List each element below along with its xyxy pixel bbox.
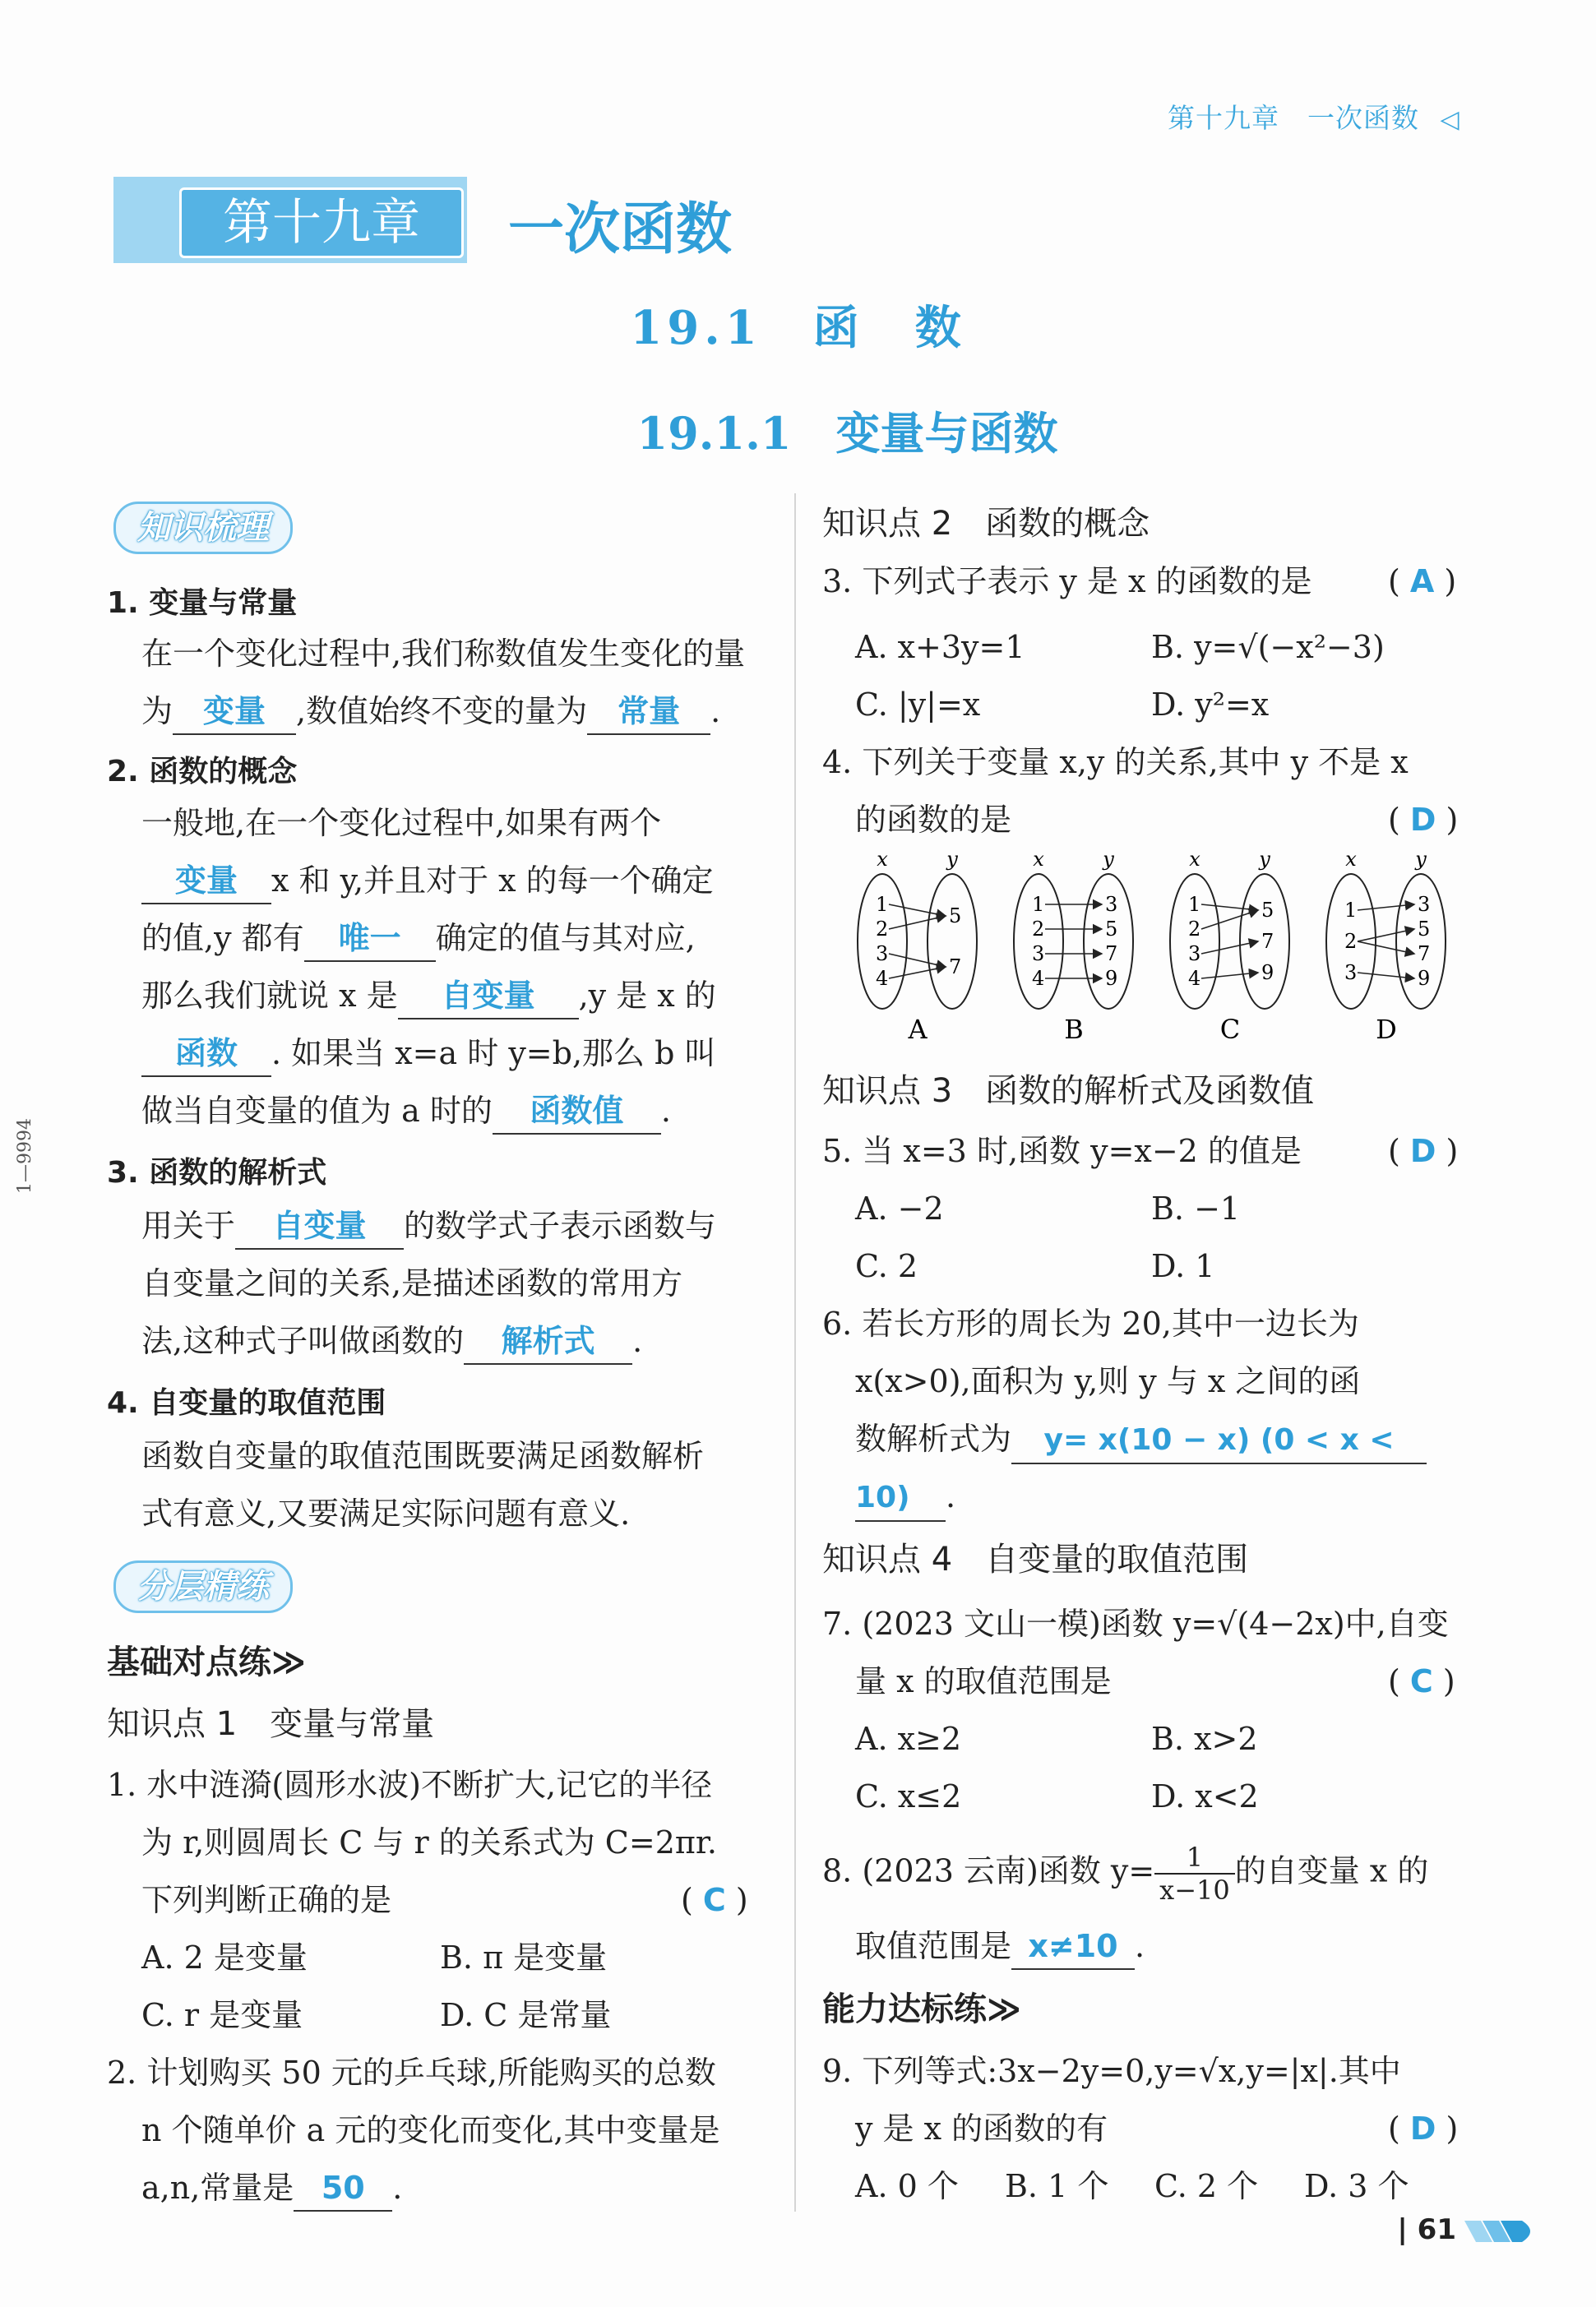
answer-blank: 自变量	[398, 973, 579, 1019]
k2-l2	[141, 852, 714, 909]
answer-blank: 自变量	[235, 1204, 404, 1250]
y-value: 5	[1105, 918, 1118, 941]
answer-blank: x≠10	[1011, 1924, 1135, 1970]
k2-l3a: 的值,y 都有	[141, 920, 304, 956]
k1-p2b: ,数值始终不变的量为	[296, 693, 588, 729]
x-value: 1	[1032, 893, 1045, 916]
q5-option-d: D. 1	[1151, 1248, 1215, 1284]
y-value: 9	[1105, 967, 1118, 990]
q8-l2a: 取值范围是	[855, 1928, 1012, 1964]
q3-option-b: B. y=√(−x²−3)	[1151, 629, 1385, 665]
q9-answer: D	[1409, 2111, 1436, 2147]
q9-l2: y 是 x 的函数的有	[855, 2111, 1108, 2147]
q9-answer-paren: ( D )	[1388, 2111, 1459, 2147]
q5-answer: D	[1409, 1133, 1436, 1169]
knowledge-point-2: 知识点 2 函数的概念	[822, 505, 1150, 543]
answer-blank: y= x(10 − x) (0 < x <	[1011, 1418, 1427, 1464]
q6-l2: x(x>0),面积为 y,则 y 与 x 之间的函	[855, 1363, 1361, 1399]
q1-option-d: D. C 是常量	[440, 1997, 612, 2033]
q3-stem: 3. 下列式子表示 y 是 x 的函数的是	[822, 563, 1312, 599]
q2-l3a: a,n,常量是	[141, 2170, 294, 2206]
x-value: 3	[1032, 942, 1045, 965]
page-number-value: 61	[1417, 2213, 1456, 2246]
x-value: 3	[1344, 961, 1358, 984]
y-set-label: y	[1415, 851, 1427, 871]
y-set-label: y	[1103, 851, 1114, 871]
tag-layered-practice	[113, 1560, 293, 1613]
x-set-label: x	[1345, 851, 1357, 871]
y-set-label: y	[946, 851, 958, 871]
mapping-diagrams	[855, 851, 1480, 1044]
answer-blank: 常量	[587, 689, 710, 735]
q6-l3-text: 数解析式为	[855, 1421, 1012, 1457]
k3-l3a: 法,这种式子叫做函数的	[141, 1323, 465, 1359]
q4-l1: 4. 下列关于变量 x,y 的关系,其中 y 不是 x	[822, 744, 1409, 780]
q4-answer-paren: ( D )	[1388, 802, 1459, 838]
y-value: 5	[949, 904, 962, 927]
q3-answer-paren: ( A )	[1388, 563, 1457, 599]
k2-l4a: 那么我们就说 x 是	[141, 978, 398, 1014]
k4-l2: 式有意义,又要满足实际问题有意义.	[141, 1496, 631, 1532]
x-value: 1	[1344, 899, 1358, 922]
x-value: 2	[1344, 930, 1358, 953]
q7-option-d: D. x<2	[1151, 1778, 1259, 1815]
y-value: 7	[1418, 942, 1431, 965]
k2-l5-text: . 如果当 x=a 时 y=b,那么 b 叫	[271, 1035, 716, 1071]
answer-blank: 唯一	[304, 916, 436, 962]
diagram-label: A	[908, 1014, 928, 1044]
x-value: 2	[1188, 918, 1201, 941]
mapping-arrow	[1358, 941, 1414, 954]
k3-l1b: 的数学式子表示函数与	[404, 1208, 717, 1244]
k3-l3b: .	[632, 1323, 643, 1359]
x-value: 2	[876, 918, 889, 941]
q1-l2: 为 r,则圆周长 C 与 r 的关系式为 C=2πr.	[141, 1824, 717, 1861]
q9-l1: 9. 下列等式:3x−2y=0,y=√x,y=|x|.其中	[822, 2053, 1401, 2089]
q1-answer: C	[702, 1882, 726, 1918]
q4-l2: 的函数的是	[855, 802, 1012, 838]
fraction	[1154, 1842, 1235, 1906]
column-divider	[794, 493, 796, 2212]
q1-option-a: A. 2 是变量	[141, 1939, 308, 1976]
q6-l4	[855, 1468, 955, 1525]
x-value: 4	[876, 967, 889, 990]
q7-answer: C	[1409, 1663, 1433, 1699]
k3-l1	[141, 1197, 716, 1255]
k3-title: 3. 函数的解析式	[107, 1156, 327, 1190]
fraction-numerator: 1	[1154, 1842, 1235, 1875]
chapter-label: 第十九章	[179, 187, 464, 258]
q9-option-b: B. 1 个	[1005, 2168, 1109, 2204]
y-value: 3	[1105, 893, 1118, 916]
answer-blank: 函数值	[493, 1089, 661, 1135]
q7-answer-paren: ( C )	[1388, 1663, 1455, 1699]
answer-blank: 解析式	[464, 1319, 632, 1365]
q7-l1: 7. (2023 文山一模)函数 y=√(4−2x)中,自变	[822, 1606, 1449, 1642]
mapping-arrow	[1201, 941, 1258, 954]
k2-l3	[141, 909, 696, 967]
y-set-ellipse	[928, 874, 977, 1009]
q8-l1	[822, 1842, 1428, 1906]
x-value: 1	[1188, 893, 1201, 916]
subsection-title: 19.1.1 变量与函数	[636, 407, 1058, 460]
q6-l3	[855, 1410, 1427, 1468]
k2-l6	[141, 1082, 671, 1140]
tag-layered-practice-label: 分层精练	[137, 1568, 269, 1606]
k1-p2c: .	[710, 693, 721, 729]
q5-answer-paren: ( D )	[1388, 1133, 1459, 1169]
x-set-label: x	[877, 851, 888, 871]
answer-blank: 变量	[141, 858, 271, 904]
k3-l2: 自变量之间的关系,是描述函数的常用方	[141, 1265, 683, 1301]
q3-option-c: C. |y|=x	[855, 687, 981, 723]
x-set-label: x	[1033, 851, 1044, 871]
k1-title: 1. 变量与常量	[107, 586, 298, 620]
y-value: 5	[1418, 918, 1431, 941]
tag-knowledge-review	[113, 502, 293, 554]
k3-l1a: 用关于	[141, 1208, 236, 1244]
fraction-denominator: x−10	[1159, 1875, 1230, 1906]
k2-l6b: .	[660, 1093, 671, 1129]
q9-option-d: D. 3 个	[1304, 2168, 1409, 2204]
q8-l1b: 的自变量 x 的	[1234, 1852, 1429, 1889]
y-value: 3	[1418, 893, 1431, 916]
k4-l1: 函数自变量的取值范围既要满足函数解析	[141, 1438, 705, 1474]
k2-l5	[141, 1024, 716, 1082]
mapping-arrow	[889, 954, 946, 967]
x-set-label: x	[1189, 851, 1200, 871]
knowledge-point-1: 知识点 1 变量与常量	[107, 1705, 435, 1743]
q2-l3	[141, 2159, 402, 2217]
q7-option-a: A. x≥2	[855, 1721, 962, 1757]
mapping-arrow	[889, 916, 946, 929]
mapping-arrow	[1358, 973, 1414, 978]
k4-title: 4. 自变量的取值范围	[107, 1386, 386, 1420]
q8-l2	[855, 1917, 1145, 1975]
answer-blank: 变量	[173, 689, 296, 735]
x-value: 2	[1032, 918, 1045, 941]
k2-l6a: 做当自变量的值为 a 时的	[141, 1093, 493, 1129]
k2-l1: 一般地,在一个变化过程中,如果有两个	[141, 805, 662, 841]
answer-blank: 50	[294, 2166, 392, 2212]
x-value: 3	[1188, 942, 1201, 965]
mapping-arrow	[1201, 904, 1258, 910]
mapping-arrow	[1201, 910, 1258, 929]
advanced-practice-heading: 能力达标练≫	[822, 1990, 1021, 2028]
y-value: 7	[1105, 942, 1118, 965]
q8-l2b: .	[1135, 1928, 1145, 1964]
y-set-label: y	[1259, 851, 1270, 871]
mapping-arrow	[889, 904, 946, 916]
mapping-arrow	[1358, 929, 1414, 941]
k2-l4	[141, 967, 716, 1024]
q5-option-b: B. −1	[1151, 1190, 1241, 1227]
q3-answer: A	[1409, 563, 1435, 599]
k3-l3	[141, 1312, 642, 1370]
chapter-title: 一次函数	[508, 197, 733, 262]
q1-l1: 1. 水中涟漪(圆形水波)不断扩大,记它的半径	[107, 1767, 713, 1803]
knowledge-point-4: 知识点 4 自变量的取值范围	[822, 1541, 1249, 1579]
q4-answer: D	[1409, 802, 1436, 838]
k2-l3b: 确定的值与其对应,	[435, 920, 696, 956]
q2-l2: n 个随单价 a 元的变化而变化,其中变量是	[141, 2112, 720, 2148]
q7-option-c: C. x≤2	[855, 1778, 962, 1815]
y-value: 5	[1261, 899, 1274, 922]
y-value: 7	[949, 955, 962, 978]
k2-title: 2. 函数的概念	[107, 755, 298, 788]
q9-option-c: C. 2 个	[1154, 2168, 1259, 2204]
running-header-text: 第十九章 一次函数	[1168, 102, 1419, 134]
k2-l4b: ,y 是 x 的	[578, 978, 716, 1014]
mapping-arrow	[1201, 973, 1258, 978]
q3-option-a: A. x+3y=1	[855, 629, 1025, 665]
diagram-label: D	[1376, 1014, 1397, 1044]
section-title: 19.1 函 数	[630, 301, 966, 355]
q5-stem: 5. 当 x=3 时,函数 y=x−2 的值是	[822, 1133, 1302, 1169]
x-value: 1	[876, 893, 889, 916]
q1-l3: 下列判断正确的是	[141, 1882, 392, 1918]
k1-p2	[141, 682, 720, 740]
q3-option-d: D. y²=x	[1151, 687, 1270, 723]
q1-answer-paren: ( C )	[681, 1882, 748, 1918]
diagram-label: C	[1219, 1014, 1241, 1044]
q5-option-a: A. −2	[855, 1190, 944, 1227]
x-value: 3	[876, 942, 889, 965]
q8-l1a: 8. (2023 云南)函数 y=	[822, 1852, 1155, 1889]
mapping-arrow	[1358, 904, 1414, 910]
answer-blank: 10)	[855, 1476, 946, 1522]
q6-l1: 6. 若长方形的周长为 20,其中一边长为	[822, 1306, 1359, 1342]
x-value: 4	[1032, 967, 1045, 990]
q1-option-c: C. r 是变量	[141, 1997, 303, 2033]
q5-option-c: C. 2	[855, 1248, 918, 1284]
triangle-icon: ◁	[1440, 105, 1460, 134]
knowledge-point-3: 知识点 3 函数的解析式及函数值	[822, 1072, 1315, 1110]
answer-blank: 函数	[141, 1031, 271, 1077]
mapping-arrow	[889, 967, 946, 978]
q6-end: .	[946, 1478, 956, 1514]
page-decoration-icon	[1464, 2217, 1538, 2245]
q1-option-b: B. π 是变量	[440, 1939, 608, 1976]
y-value: 9	[1261, 961, 1274, 984]
q2-l3b: .	[392, 2170, 403, 2206]
k1-p1: 在一个变化过程中,我们称数值发生变化的量	[141, 636, 746, 672]
side-mark: 1—9994	[15, 1118, 35, 1194]
tag-knowledge-review-label: 知识梳理	[137, 509, 269, 547]
page-number: | 61	[1397, 2213, 1456, 2246]
q9-option-a: A. 0 个	[855, 2168, 959, 2204]
basic-practice-heading: 基础对点练≫	[107, 1644, 306, 1681]
k2-l2-text: x 和 y,并且对于 x 的每一个确定	[271, 862, 714, 899]
y-value: 9	[1418, 967, 1431, 990]
running-header	[1168, 97, 1460, 136]
q7-l2: 量 x 的取值范围是	[855, 1663, 1112, 1699]
k1-p2a: 为	[141, 693, 173, 729]
x-value: 4	[1188, 967, 1201, 990]
diagram-label: B	[1064, 1014, 1084, 1044]
y-value: 7	[1261, 930, 1274, 953]
q2-l1: 2. 计划购买 50 元的乒乓球,所能购买的总数	[107, 2055, 716, 2091]
q7-option-b: B. x>2	[1151, 1721, 1258, 1757]
